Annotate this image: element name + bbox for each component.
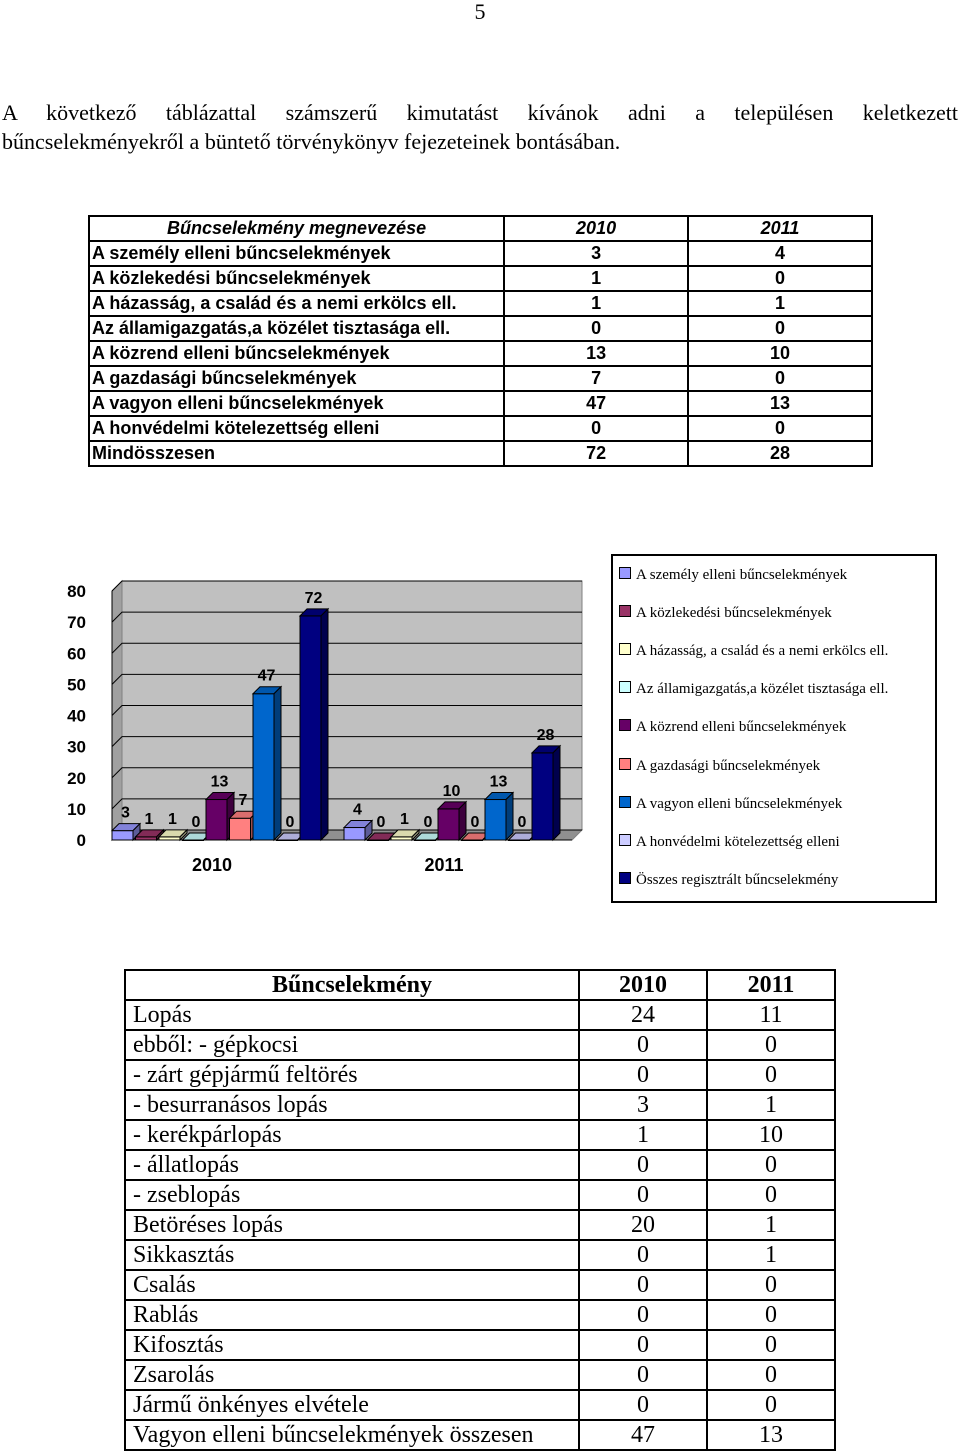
- value-2011: 1: [707, 1090, 835, 1120]
- table-row: [89, 241, 872, 266]
- legend-label: A gazdasági bűncselekmények: [636, 758, 821, 774]
- value-2011: 0: [707, 1270, 835, 1300]
- row-label: Zsarolás: [125, 1360, 579, 1390]
- legend-item: [619, 680, 888, 698]
- data-label: 4: [353, 801, 362, 819]
- legend-label: Összes regisztrált bűncselekmény: [636, 872, 839, 888]
- value-2010: 0: [579, 1150, 707, 1180]
- bar-side: [506, 793, 513, 840]
- table-row: [89, 291, 872, 316]
- legend-item: [619, 795, 842, 813]
- row-label: A honvédelmi kötelezettség elleni: [89, 416, 504, 441]
- data-label: 28: [536, 726, 555, 744]
- y-tick-label: 10: [67, 799, 86, 819]
- header-2010: 2010: [579, 970, 707, 1000]
- table-row: [125, 1150, 835, 1180]
- bar-side: [321, 609, 328, 840]
- data-label: 10: [442, 782, 461, 800]
- y-tick-label: 30: [67, 737, 86, 757]
- table-row: [125, 1180, 835, 1210]
- value-2010: 0: [504, 416, 688, 441]
- value-2010: 0: [579, 1360, 707, 1390]
- legend-swatch: [619, 872, 631, 884]
- row-label: Mindösszesen: [89, 441, 504, 466]
- legend-item: [619, 757, 820, 775]
- legend-label: A vagyon elleni bűncselekmények: [636, 796, 843, 812]
- data-label: 13: [489, 773, 508, 791]
- table-row: [125, 1060, 835, 1090]
- value-2010: 1: [504, 291, 688, 316]
- property-crime-table: [124, 969, 836, 1451]
- chart-legend: [611, 554, 937, 903]
- table-row: [125, 1330, 835, 1360]
- bar-side: [274, 687, 281, 840]
- y-tick-label: 70: [67, 613, 86, 633]
- legend-swatch: [619, 719, 631, 731]
- row-label: Sikkasztás: [125, 1240, 579, 1270]
- value-2010: 47: [579, 1420, 707, 1450]
- header-crime-name: Bűncselekmény megnevezése: [89, 216, 504, 241]
- value-2010: 1: [579, 1120, 707, 1150]
- value-2011: 0: [707, 1360, 835, 1390]
- table-row: [125, 1270, 835, 1300]
- row-label: - zseblopás: [125, 1180, 579, 1210]
- data-label: 1: [168, 810, 177, 828]
- data-label: 0: [285, 814, 295, 831]
- table-row: [125, 1210, 835, 1240]
- legend-swatch: [619, 758, 631, 770]
- data-label: 0: [423, 814, 433, 831]
- legend-item: [619, 718, 846, 736]
- table-row: [89, 391, 872, 416]
- x-category-label: 2011: [424, 855, 464, 875]
- value-2010: 0: [579, 1390, 707, 1420]
- data-label: 13: [210, 773, 229, 791]
- row-label: A gazdasági bűncselekmények: [89, 366, 504, 391]
- row-label: A személy elleni bűncselekmények: [89, 241, 504, 266]
- value-2011: 1: [707, 1210, 835, 1240]
- bar: [532, 753, 553, 840]
- value-2011: 0: [688, 416, 872, 441]
- bar: [485, 800, 506, 840]
- legend-item: [619, 833, 840, 851]
- value-2011: 13: [688, 391, 872, 416]
- table-header-row: [89, 216, 872, 241]
- row-label: A vagyon elleni bűncselekmények: [89, 391, 504, 416]
- value-2011: 0: [707, 1180, 835, 1210]
- value-2010: 13: [504, 341, 688, 366]
- value-2011: 11: [707, 1000, 835, 1030]
- value-2010: 20: [579, 1210, 707, 1240]
- value-2010: 0: [579, 1330, 707, 1360]
- legend-item: [619, 642, 888, 660]
- table-row: [125, 1120, 835, 1150]
- legend-label: Az államigazgatás,a közélet tisztasága ell.: [636, 681, 889, 697]
- value-2010: 0: [504, 316, 688, 341]
- intro-paragraph: [2, 98, 958, 156]
- row-label: Jármű önkényes elvétele: [125, 1390, 579, 1420]
- value-2010: 1: [504, 266, 688, 291]
- value-2011: 0: [707, 1060, 835, 1090]
- legend-label: A közrend elleni bűncselekmények: [636, 719, 847, 735]
- value-2011: 0: [707, 1300, 835, 1330]
- legend-label: A közlekedési bűncselekmények: [636, 605, 832, 621]
- data-label: 7: [238, 792, 248, 810]
- row-label: A közrend elleni bűncselekmények: [89, 341, 504, 366]
- data-label: 0: [470, 814, 480, 831]
- header-2011: 2011: [688, 216, 872, 241]
- bar: [206, 800, 227, 840]
- header-2010: 2010: [504, 216, 688, 241]
- data-label: 72: [304, 589, 323, 607]
- value-2010: 0: [579, 1240, 707, 1270]
- row-label: A közlekedési bűncselekmények: [89, 266, 504, 291]
- value-2010: 7: [504, 366, 688, 391]
- y-tick-label: 20: [67, 768, 86, 788]
- table-row: [89, 316, 872, 341]
- row-label: - kerékpárlopás: [125, 1120, 579, 1150]
- data-label: 47: [257, 667, 276, 685]
- page-number: 5: [474, 0, 486, 24]
- value-2011: 0: [707, 1330, 835, 1360]
- row-label: Lopás: [125, 1000, 579, 1030]
- table-row: [125, 1030, 835, 1060]
- bar: [300, 616, 321, 840]
- crime-category-table: [88, 215, 873, 467]
- row-label: Csalás: [125, 1270, 579, 1300]
- x-category-label: 2010: [191, 855, 233, 875]
- legend-swatch: [619, 643, 631, 655]
- value-2011: 1: [688, 291, 872, 316]
- value-2011: 0: [688, 366, 872, 391]
- y-tick-label: 0: [76, 831, 86, 850]
- table-row: [125, 1300, 835, 1330]
- legend-label: A házasság, a család és a nemi erkölcs ell.: [636, 643, 889, 659]
- table-row: [125, 1000, 835, 1030]
- y-tick-label: 80: [67, 582, 86, 601]
- value-2011: 13: [707, 1420, 835, 1450]
- value-2011: 10: [688, 341, 872, 366]
- value-2010: 47: [504, 391, 688, 416]
- bar-side: [553, 746, 560, 840]
- row-label: A házasság, a család és a nemi erkölcs ell.: [89, 291, 504, 316]
- value-2010: 3: [504, 241, 688, 266]
- row-label: - zárt gépjármű feltörés: [125, 1060, 579, 1090]
- value-2011: 0: [688, 266, 872, 291]
- y-tick-label: 40: [67, 706, 86, 726]
- bar: [438, 809, 459, 840]
- legend-swatch: [619, 681, 631, 693]
- row-label: Rablás: [125, 1300, 579, 1330]
- header-2011: 2011: [707, 970, 835, 1000]
- value-2011: 4: [688, 241, 872, 266]
- value-2010: 0: [579, 1270, 707, 1300]
- value-2011: 0: [707, 1390, 835, 1420]
- legend-item: [619, 871, 838, 889]
- value-2011: 10: [707, 1120, 835, 1150]
- intro-line-1: A következő táblázattal számszerű kimutatást kívánok adni a településen keletkezett: [2, 100, 958, 125]
- value-2010: 0: [579, 1300, 707, 1330]
- bar-side: [459, 802, 466, 840]
- value-2010: 0: [579, 1030, 707, 1060]
- table-row: [89, 441, 872, 466]
- table-row: [89, 366, 872, 391]
- table-row: [125, 1090, 835, 1120]
- value-2010: 24: [579, 1000, 707, 1030]
- legend-item: [619, 566, 847, 584]
- table-row: [89, 341, 872, 366]
- row-label: Az államigazgatás,a közélet tisztasága ell.: [89, 316, 504, 341]
- bar: [344, 828, 365, 840]
- row-label: Kifosztás: [125, 1330, 579, 1360]
- legend-item: [619, 604, 832, 622]
- value-2010: 0: [579, 1180, 707, 1210]
- row-label: - besurranásos lopás: [125, 1090, 579, 1120]
- row-label: - állatlopás: [125, 1150, 579, 1180]
- table-row: [125, 1390, 835, 1420]
- value-2010: 0: [579, 1060, 707, 1090]
- table-header-row: [125, 970, 835, 1000]
- legend-label: A honvédelmi kötelezettség elleni: [636, 834, 840, 850]
- data-label: 0: [191, 814, 201, 831]
- legend-label: A személy elleni bűncselekmények: [636, 567, 848, 583]
- legend-swatch: [619, 567, 631, 579]
- legend-swatch: [619, 796, 631, 808]
- table-row: [125, 1360, 835, 1390]
- y-tick-label: 60: [67, 644, 86, 664]
- legend-swatch: [619, 605, 631, 617]
- header-crime: Bűncselekmény: [125, 970, 579, 1000]
- data-label: 0: [517, 814, 527, 831]
- table-row: [125, 1420, 835, 1450]
- value-2011: 1: [707, 1240, 835, 1270]
- value-2010: 72: [504, 441, 688, 466]
- y-tick-label: 50: [67, 675, 86, 695]
- table-row: [125, 1240, 835, 1270]
- value-2011: 0: [707, 1150, 835, 1180]
- bar: [253, 694, 274, 840]
- table-row: [89, 416, 872, 441]
- data-label: 1: [144, 810, 154, 828]
- data-label: 1: [400, 810, 409, 828]
- legend-swatch: [619, 834, 631, 846]
- table-row: [89, 266, 872, 291]
- value-2011: 28: [688, 441, 872, 466]
- row-label: ebből: - gépkocsi: [125, 1030, 579, 1060]
- bar: [230, 818, 251, 840]
- data-label: 0: [376, 814, 386, 831]
- value-2010: 3: [579, 1090, 707, 1120]
- intro-line-2: bűncselekményekről a büntető törvénykönyv fejezeteinek bontásában.: [2, 129, 621, 154]
- value-2011: 0: [688, 316, 872, 341]
- bar: [112, 831, 133, 840]
- value-2011: 0: [707, 1030, 835, 1060]
- row-label: Vagyon elleni bűncselekmények összesen: [125, 1420, 579, 1450]
- data-label: 3: [121, 804, 130, 822]
- row-label: Betöréses lopás: [125, 1210, 579, 1240]
